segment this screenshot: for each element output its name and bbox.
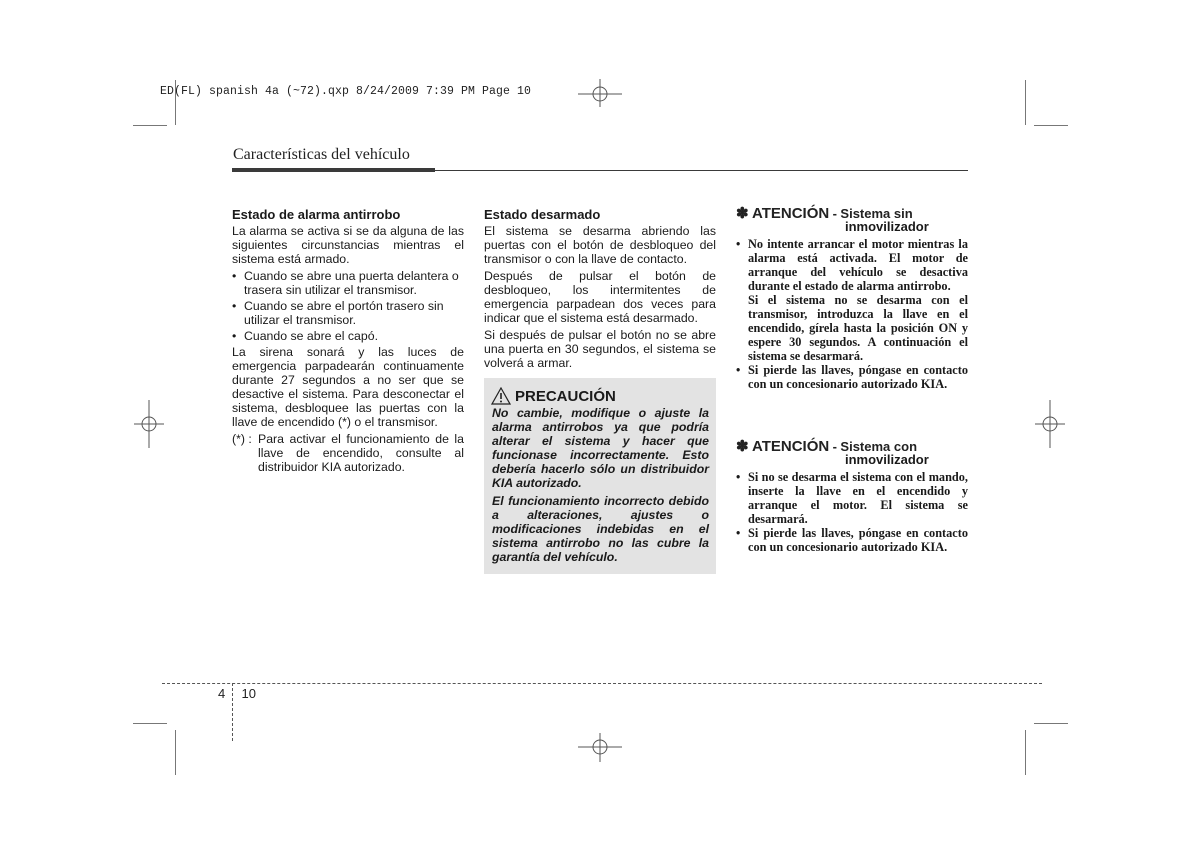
print-slug: ED(FL) spanish 4a (~72).qxp 8/24/2009 7:39 PM Page 10 <box>160 85 532 98</box>
list-item: • Cuando se abre el capó. <box>232 329 464 343</box>
asterisk-icon: ✽ <box>736 438 749 455</box>
caution-box <box>484 378 716 574</box>
attention-dash: - <box>832 439 837 454</box>
column-middle <box>484 208 716 373</box>
siren-paragraph: La sirena sonará y las luces de emergencia parpadearán continuamente durante 27 segundos a no ser que se desactive el sistema. Para desconectar el sistema, desbloquee las puertas con la llave de encendido (*) o el transmisor. <box>232 345 464 429</box>
attention-list <box>736 237 968 391</box>
page-section: 4 <box>218 686 226 701</box>
paragraph: El sistema se desarma abriendo las puertas con el botón de desbloqueo del transmisor o con la llave de contacto. <box>484 224 716 266</box>
list-item-text: • Si pierde las llaves, póngase en contacto con un concesionario autorizado KIA. <box>748 363 968 391</box>
crop-mark <box>1034 723 1068 724</box>
attention-subtitle-line2: inmovilizador <box>845 452 929 467</box>
header-rule-thick <box>232 168 435 172</box>
crop-mark <box>1025 730 1026 775</box>
paragraph: Si después de pulsar el botón no se abre una puerta en 30 segundos, el sistema se volverá a armar. <box>484 328 716 370</box>
page-number <box>218 686 256 701</box>
list-item-text: Si el sistema no se desarma con el transmisor, introduzca la llave en el encendido, gírela hasta la posición ON y espere 30 segundos. A continuación el sistema se desarmará. <box>748 293 968 363</box>
attention-list <box>736 470 968 554</box>
column-left <box>232 208 464 474</box>
page-num: 10 <box>241 686 256 701</box>
crop-mark <box>133 723 167 724</box>
footnote-text: Para activar el funcionamiento de la llave de encendido, consulte al distribuidor KIA autorizado. <box>258 432 464 474</box>
crop-mark <box>1034 125 1068 126</box>
paragraph: Después de pulsar el botón de desbloqueo, los intermitentes de emergencia parpadean dos veces para indicar que el sistema está desarmado. <box>484 269 716 325</box>
attention-label: ATENCIÓN <box>752 205 830 222</box>
crop-mark <box>1025 80 1026 125</box>
attention-subtitle: Sistema sin <box>840 206 913 221</box>
registration-mark-bottom <box>578 733 622 763</box>
heading-disarmed-state: Estado desarmado <box>484 207 601 222</box>
list-item: • Cuando se abre el portón trasero sin utilizar el transmisor. <box>232 299 464 327</box>
heading-alarm-state: Estado de alarma antirrobo <box>232 207 401 222</box>
list-item: • Si no se desarma el sistema con el mando, inserte la llave en el encendido y arranque el motor. El sistema se desarmará. <box>736 470 968 526</box>
caution-heading <box>491 387 709 405</box>
list-item <box>736 363 968 391</box>
footnote <box>232 432 464 474</box>
intro-paragraph: La alarma se activa si se da alguna de las siguientes circunstancias mientras el sistema está armado. <box>232 224 464 266</box>
list-item-text: • No intente arrancar el motor mientras la alarma está activada. El motor de arranque del vehículo se desactiva durante el estado de alarma antirrobo. <box>748 237 968 293</box>
attention-with-immobilizer <box>736 440 968 554</box>
asterisk-icon: ✽ <box>736 205 749 222</box>
registration-mark-top <box>578 78 622 108</box>
attention-subtitle: Sistema con <box>840 439 918 454</box>
footer-dashed-rule <box>162 683 1042 684</box>
warning-triangle-icon <box>491 387 511 405</box>
list-item: • Si pierde las llaves, póngase en contacto con un concesionario autorizado KIA. <box>736 526 968 554</box>
crop-mark <box>133 125 167 126</box>
crop-mark <box>175 730 176 775</box>
list-item <box>736 237 968 363</box>
attention-dash: - <box>832 206 837 221</box>
attention-subtitle-line2: inmovilizador <box>845 219 929 234</box>
attention-label: ATENCIÓN <box>752 438 830 455</box>
header-rule-thin <box>435 170 968 171</box>
caution-paragraph: No cambie, modifique o ajuste la alarma antirrobos ya que podría alterar el sistema y hacer que funcionase incorrectamente. Esto debería hacerlo sólo un distribuidor KIA autorizado. <box>492 406 709 490</box>
list-item: • Cuando se abre una puerta delantera o trasera sin utilizar el transmisor. <box>232 269 464 297</box>
attention-without-immobilizer <box>736 207 968 391</box>
caution-title: PRECAUCIÓN <box>515 387 616 405</box>
section-title: Características del vehículo <box>233 146 410 163</box>
trigger-list <box>232 269 464 343</box>
caution-paragraph: El funcionamiento incorrecto debido a alteraciones, ajustes o modificaciones indebidas en el sistema antirrobo no las cubre la garantía del vehículo. <box>492 494 709 564</box>
registration-mark-left <box>134 400 164 448</box>
footnote-marker: (*) : <box>232 432 252 446</box>
registration-mark-right <box>1035 400 1065 448</box>
